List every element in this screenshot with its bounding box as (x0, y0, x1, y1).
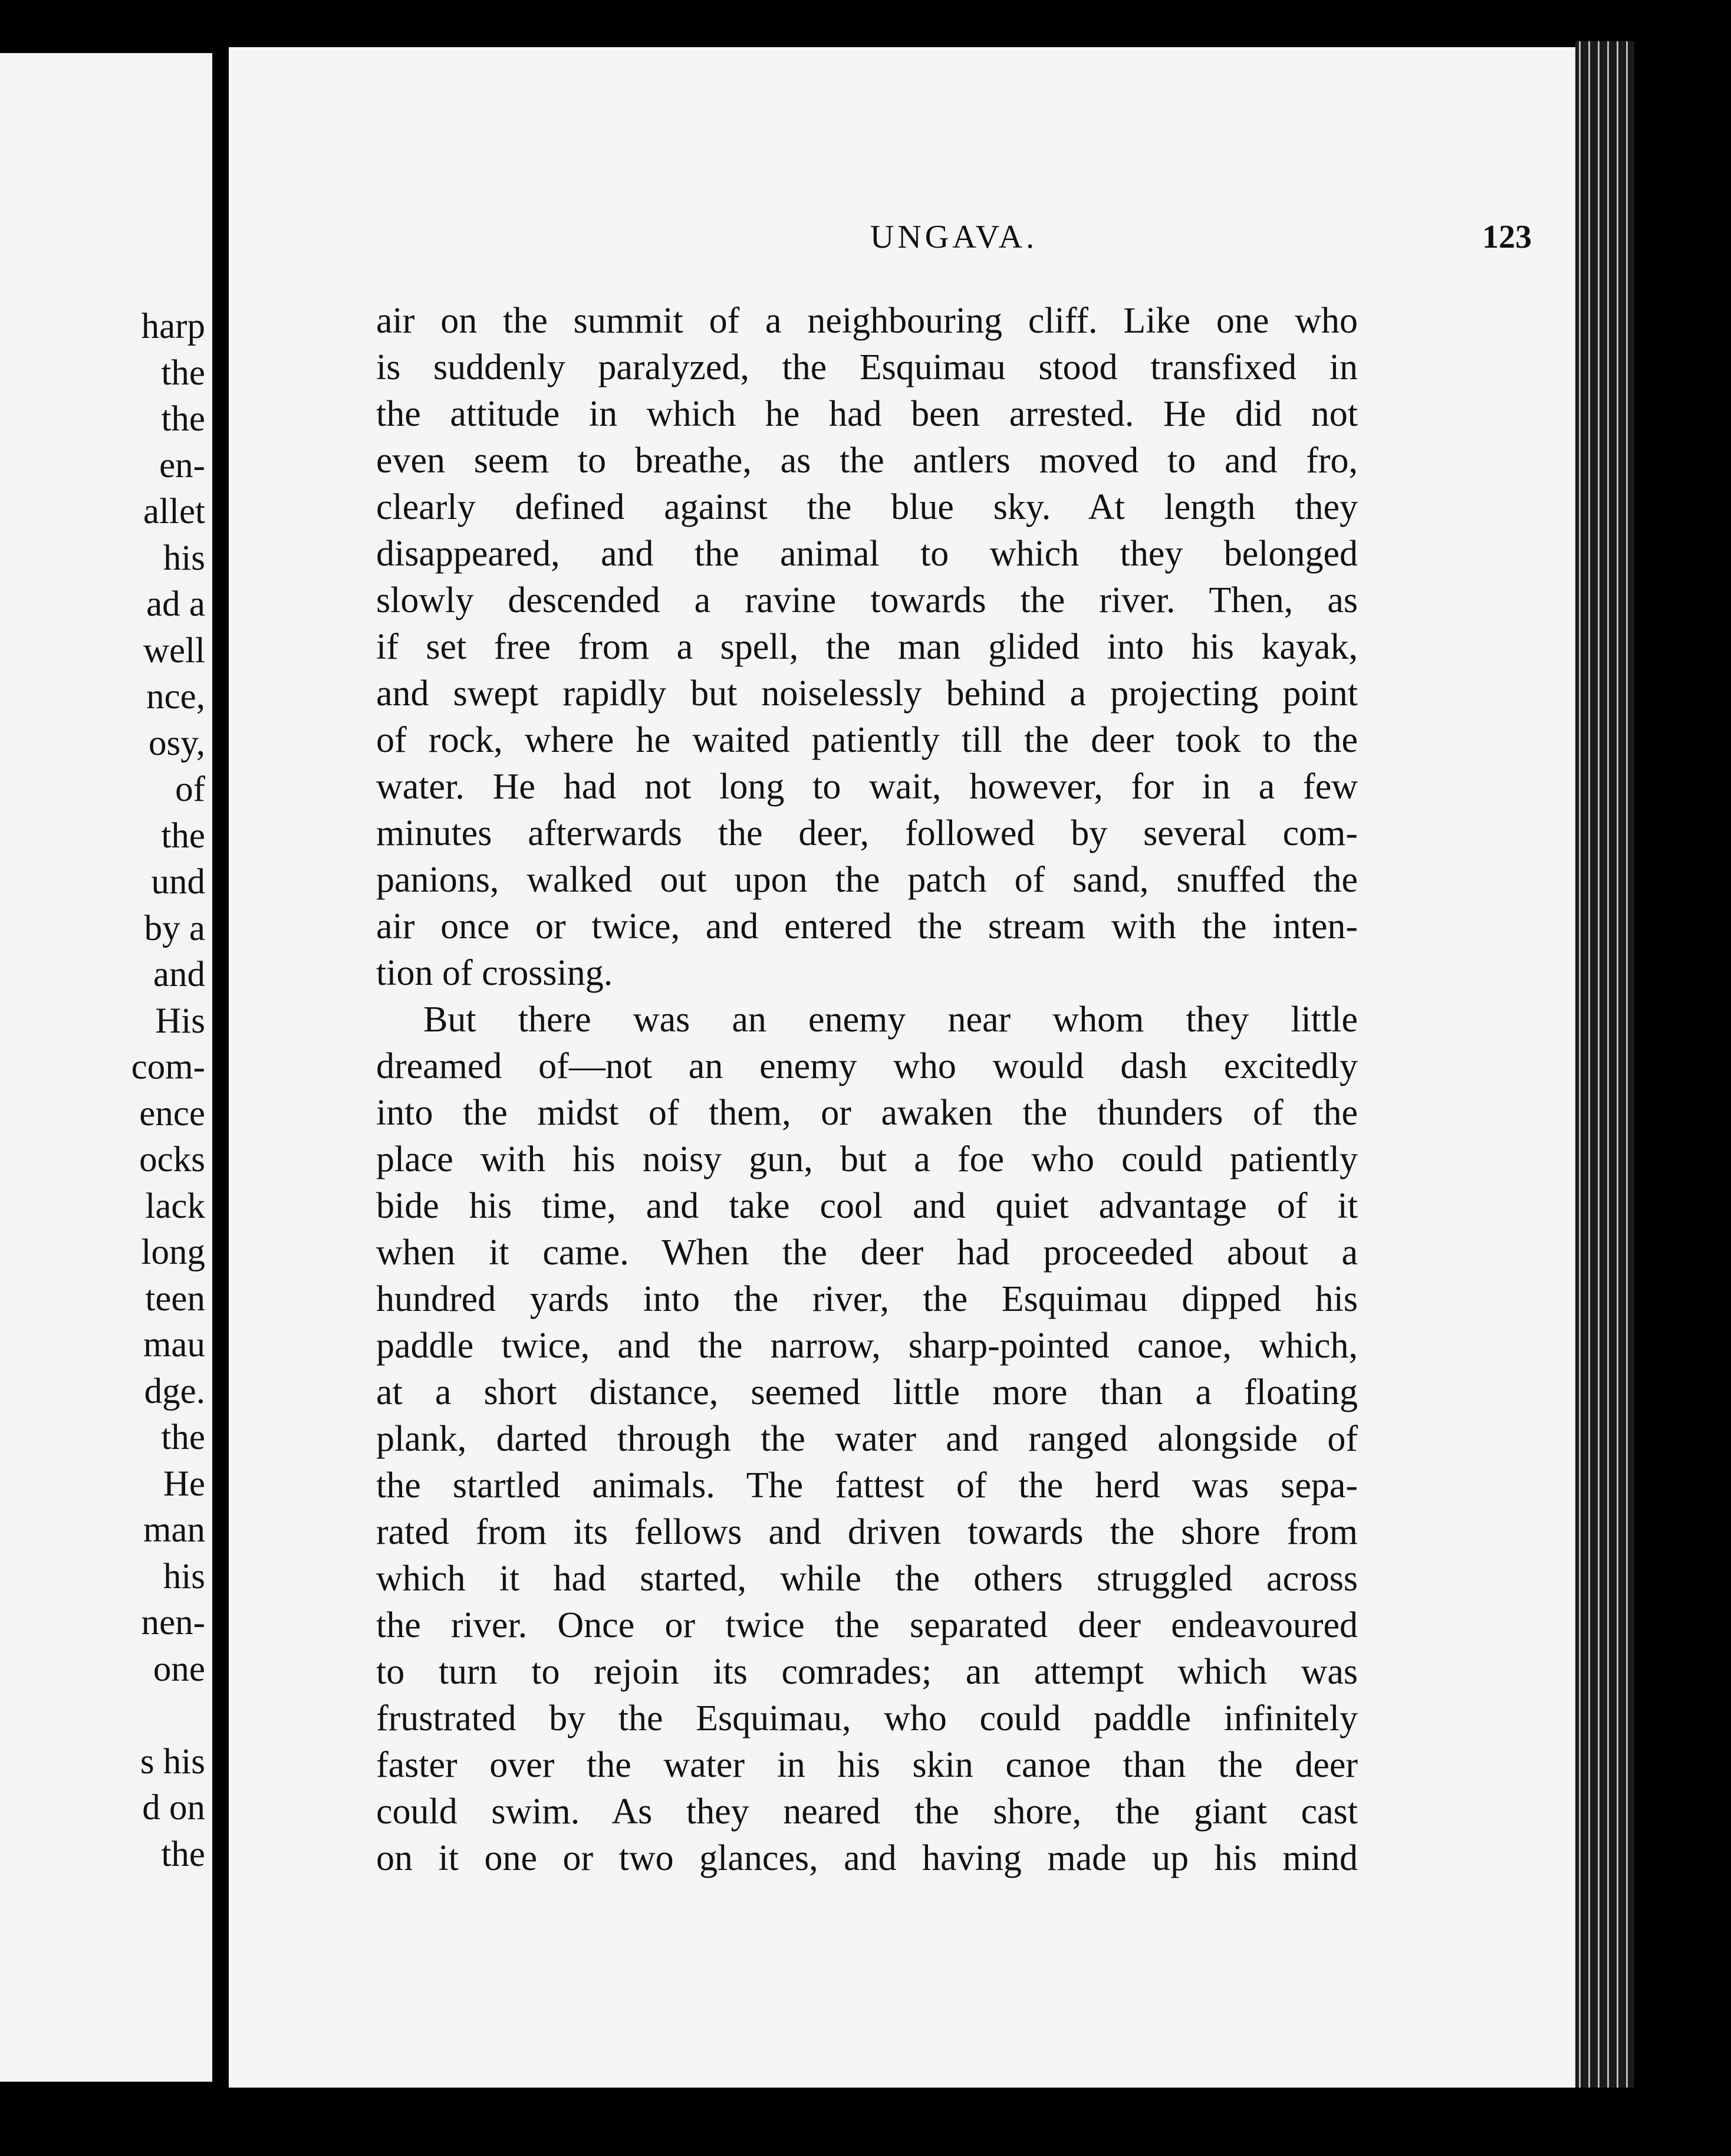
text-line: the startled animals. The fattest of the herd was sepa- (376, 1465, 1358, 1506)
left-page (0, 53, 212, 2082)
left-text-fragment: one (153, 1649, 205, 1689)
text-line: on it one or two glances, and having made up his mind (376, 1838, 1358, 1878)
text-line: bide his time, and take cool and quiet advantage of it (376, 1186, 1358, 1226)
paragraph-1 (376, 298, 1358, 997)
text-line: paddle twice, and the narrow, sharp-pointed canoe, which, (376, 1326, 1358, 1366)
left-text-fragment: nce, (146, 677, 205, 717)
left-text-fragment: d on (142, 1788, 205, 1828)
text-line: air on the summit of a neighbouring cliff. Like one who (376, 301, 1358, 341)
left-text-fragment: He (163, 1464, 205, 1504)
left-text-fragment: nen- (141, 1603, 205, 1642)
running-head-title: UNGAVA. (870, 219, 1038, 255)
text-line: plank, darted through the water and ranged alongside of (376, 1419, 1358, 1459)
left-text-fragment: His (155, 1001, 205, 1041)
running-head (376, 218, 1532, 265)
text-line: into the midst of them, or awaken the thunders of the (376, 1093, 1358, 1133)
text-line: is suddenly paralyzed, the Esquimau stood transfixed in (376, 347, 1358, 387)
text-line: minutes afterwards the deer, followed by several com- (376, 813, 1358, 853)
left-text-fragment: and (153, 955, 205, 994)
left-text-fragment: the (161, 1834, 205, 1874)
left-text-fragment: allet (143, 492, 205, 531)
left-text-fragment: ence (139, 1093, 205, 1133)
text-line: frustrated by the Esquimau, who could paddle infinitely (376, 1698, 1358, 1738)
text-line: faster over the water in his skin canoe than the deer (376, 1745, 1358, 1785)
text-line: could swim. As they neared the shore, the giant cast (376, 1792, 1358, 1832)
left-text-fragment: well (143, 630, 205, 671)
text-line: panions, walked out upon the patch of sand, snuffed the (376, 860, 1358, 900)
text-line: of rock, where he waited patiently till the deer took to the (376, 720, 1358, 760)
text-line: slowly descended a ravine towards the river. Then, as (376, 580, 1358, 620)
text-line: the river. Once or twice the separated deer endeavoured (376, 1605, 1358, 1645)
left-text-fragment: the (161, 1418, 205, 1457)
left-text-fragment: osy, (148, 723, 205, 763)
text-line: But there was an enemy near whom they little (423, 1000, 1358, 1040)
right-page (229, 47, 1585, 2088)
page-number: 123 (1482, 219, 1532, 255)
left-text-fragment: und (151, 862, 205, 902)
text-line: clearly defined against the blue sky. At length they (376, 487, 1358, 527)
text-line: even seem to breathe, as the antlers moved to and fro, (376, 441, 1358, 481)
left-text-fragment: dge. (144, 1371, 205, 1411)
left-text-fragment: long (141, 1233, 205, 1272)
left-text-fragment: mau (143, 1325, 205, 1365)
text-line: dreamed of—not an enemy who would dash excitedly (376, 1046, 1358, 1086)
text-line: to turn to rejoin its comrades; an attempt which was (376, 1652, 1358, 1692)
left-text-fragment: ocks (139, 1140, 205, 1179)
text-line: tion of crossing. (376, 953, 613, 993)
text-line: when it came. When the deer had proceeded about a (376, 1233, 1358, 1273)
text-line: place with his noisy gun, but a foe who could patiently (376, 1139, 1358, 1179)
text-line: and swept rapidly but noiselessly behind a projecting point (376, 673, 1358, 714)
left-text-fragment: by a (144, 908, 205, 948)
text-line: if set free from a spell, the man glided into his kayak, (376, 627, 1358, 667)
paragraph-2 (376, 997, 1358, 1882)
left-text-fragment: of (175, 770, 205, 809)
left-text-fragment: en- (159, 445, 205, 485)
left-text-fragment: the (161, 816, 205, 856)
left-text-fragment: harp (141, 307, 205, 346)
text-line: disappeared, and the animal to which they belonged (376, 534, 1358, 574)
body-text (376, 298, 1358, 1882)
page-gutter (212, 53, 229, 2082)
text-line: hundred yards into the river, the Esquimau dipped his (376, 1279, 1358, 1319)
left-page-text-fragments (5, 304, 205, 1878)
text-line: air once or twice, and entered the stream with the inten- (376, 906, 1358, 946)
left-text-fragment: com- (131, 1047, 205, 1087)
left-text-fragment: s his (140, 1741, 205, 1782)
left-text-fragment: his (163, 1556, 205, 1596)
left-text-fragment: his (163, 538, 205, 578)
left-text-fragment: teen (145, 1279, 205, 1319)
left-text-fragment: lack (145, 1186, 205, 1226)
text-line: which it had started, while the others struggled across (376, 1559, 1358, 1599)
text-line: water. He had not long to wait, however, for in a few (376, 767, 1358, 807)
left-text-fragment (5, 1692, 205, 1739)
left-text-fragment: the (161, 353, 205, 393)
text-line: the attitude in which he had been arrested. He did not (376, 394, 1358, 434)
text-line: at a short distance, seemed little more than a floating (376, 1372, 1358, 1412)
text-line: rated from its fellows and driven towards the shore from (376, 1512, 1358, 1552)
book-page-edges (1575, 41, 1634, 2088)
left-text-fragment: ad a (146, 584, 205, 624)
left-text-fragment: man (143, 1510, 205, 1550)
left-text-fragment: the (161, 399, 205, 439)
